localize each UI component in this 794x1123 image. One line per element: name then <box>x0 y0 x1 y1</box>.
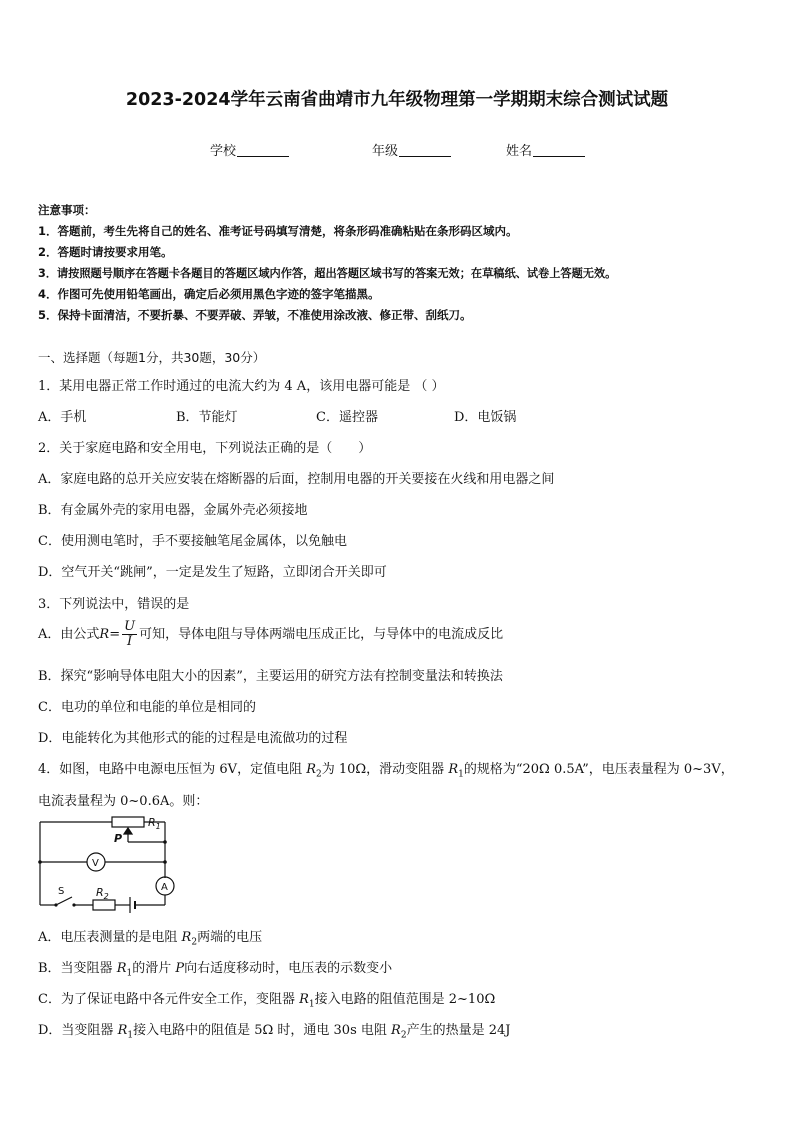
formula-fraction <box>122 620 137 649</box>
q4-option-c <box>38 988 495 1010</box>
r2-symbol: R <box>391 1023 401 1038</box>
q1-options <box>38 406 516 425</box>
formula-r: R <box>99 627 110 642</box>
q4-text: A．电压表测量的是电阻 <box>38 930 182 945</box>
grade-field <box>372 140 451 159</box>
junction-dot <box>38 860 42 864</box>
slider-arrow <box>124 828 132 834</box>
note-item: 5．保持卡面清洁，不要折暴、不要弄破、弄皱，不准使用涂改液、修正带、刮纸刀。 <box>38 308 472 322</box>
q4-option-d <box>38 1019 510 1041</box>
rheostat-r1 <box>112 817 144 827</box>
r1-symbol: R <box>116 961 127 976</box>
p-symbol: P <box>175 961 185 976</box>
notes-heading: 注意事项： <box>38 203 96 217</box>
formula-denominator: I <box>127 634 133 649</box>
label-p: P <box>114 832 123 845</box>
q3-stem: 3．下列说法中，错误的是 <box>38 597 190 612</box>
r2-symbol: R <box>181 930 192 945</box>
exam-title: 2023-2024学年云南省曲靖市九年级物理第一学期期末综合测试试题 <box>125 90 669 110</box>
q4-text: 两端的电压 <box>197 930 263 945</box>
q4-text: 接入电路的阻值范围是 2~10Ω <box>314 992 496 1007</box>
q4-text: C．为了保证电路中各元件安全工作，变阻器 <box>38 992 300 1007</box>
formula-numerator: U <box>124 619 136 634</box>
q4-text: B．当变阻器 <box>38 961 117 976</box>
note-item: 4．作图可先使用铅笔画出，确定后必须用黑色字迹的签字笔描黑。 <box>38 287 380 301</box>
school-field <box>210 140 289 159</box>
q1-option-c: C．遥控器 <box>316 410 378 425</box>
q4-text: 向右适度移动时，电压表的示数变小 <box>184 961 393 976</box>
r1-symbol: R <box>448 762 459 777</box>
grade-label: 年级 <box>372 144 399 159</box>
r1-subscript: 1 <box>308 999 315 1010</box>
resistor-r2 <box>93 900 115 910</box>
q4-option-a <box>38 926 262 948</box>
q2-option-b: B．有金属外壳的家用电器，金属外壳必须接地 <box>38 503 308 518</box>
junction-dot <box>163 860 167 864</box>
formula-eq: = <box>109 627 121 642</box>
q4-text: 为 10Ω，滑动变阻器 <box>321 762 449 777</box>
q3-option-a <box>38 620 503 649</box>
q4-text: D．当变阻器 <box>38 1023 118 1038</box>
grade-blank <box>399 144 451 157</box>
section-heading: 一、选择题（每题1分，共30题，30分） <box>38 350 266 365</box>
r1-subscript: 1 <box>127 1030 134 1041</box>
q3-option-b: B．探究“影响导体电阻大小的因素”，主要运用的研究方法有控制变量法和转换法 <box>38 669 503 684</box>
q2-option-a: A．家庭电路的总开关应安装在熔断器的后面，控制用电器的开关要接在火线和用电器之间 <box>38 472 555 487</box>
q2-stem: 2．关于家庭电路和安全用电，下列说法正确的是（ ） <box>38 441 372 456</box>
label-a: A <box>161 882 168 893</box>
switch-s <box>56 897 72 905</box>
q3-option-c: C．电功的单位和电能的单位是相同的 <box>38 700 256 715</box>
notes-block <box>38 200 778 326</box>
q4-stem-line2: 电流表量程为 0~0.6A。则： <box>38 794 209 809</box>
q1-option-d: D．电饭锅 <box>454 410 517 425</box>
note-item: 2．答题时请按要求用笔。 <box>38 245 173 259</box>
q4-text: 的规格为“20Ω 0.5A”，电压表量程为 0~3V， <box>463 762 734 777</box>
label-r2: $R_2$ <box>96 886 109 901</box>
switch-contact <box>54 903 57 906</box>
q2-option-d: D．空气开关“跳闸”，一定是发生了短路，立即闭合开关即可 <box>38 565 387 580</box>
r1-subscript: 1 <box>458 769 464 780</box>
name-field <box>506 140 585 159</box>
q4-text: 的滑片 <box>132 961 176 976</box>
name-blank <box>533 144 585 157</box>
q4-option-b <box>38 957 392 979</box>
school-blank <box>237 144 289 157</box>
r2-symbol: R <box>306 762 316 777</box>
r1-symbol: R <box>117 1023 128 1038</box>
r2-subscript: 2 <box>316 769 322 780</box>
note-item: 3．请按照题号顺序在答题卡各题目的答题区域内作答，超出答题区域书写的答案无效；在草稿纸、试卷上答题无效。 <box>38 267 617 280</box>
q3-a-suffix: 可知，导体电阻与导体两端电压成正比，与导体中的电流成反比 <box>139 627 504 642</box>
r1-symbol: R <box>299 992 309 1007</box>
q3-a-prefix: A．由公式 <box>38 627 100 642</box>
switch-contact <box>72 903 75 906</box>
label-s: S <box>58 886 65 897</box>
q2-option-c: C．使用测电笔时，手不要接触笔尾金属体，以免触电 <box>38 534 347 549</box>
r2-subscript: 2 <box>400 1030 407 1041</box>
circuit-diagram <box>34 812 184 916</box>
q3-option-d: D．电能转化为其他形式的能的过程是电流做功的过程 <box>38 731 348 746</box>
label-r1: $R_1$ <box>148 816 161 831</box>
r2-subscript: 2 <box>191 937 198 948</box>
note-item: 1．答题前，考生先将自己的姓名、准考证号码填写清楚，将条形码准确粘贴在条形码区域内。 <box>38 224 518 238</box>
q4-text: 产生的热量是 24J <box>406 1023 511 1038</box>
label-v: V <box>92 858 99 869</box>
q1-stem: 1．某用电器正常工作时通过的电流大约为 4 A，该用电器可能是 （ ） <box>38 379 445 394</box>
q4-text: 4．如图，电路中电源电压恒为 6V，定值电阻 <box>38 762 307 777</box>
q1-option-b: B．节能灯 <box>176 410 238 425</box>
school-label: 学校 <box>210 144 237 159</box>
q1-option-a: A．手机 <box>38 410 87 425</box>
q4-stem-line1 <box>38 758 734 780</box>
r1-subscript: 1 <box>126 968 133 979</box>
junction-dot <box>163 840 167 844</box>
name-label: 姓名 <box>506 144 533 159</box>
q4-text: 接入电路中的阻值是 5Ω 时，通电 30s 电阻 <box>133 1023 392 1038</box>
